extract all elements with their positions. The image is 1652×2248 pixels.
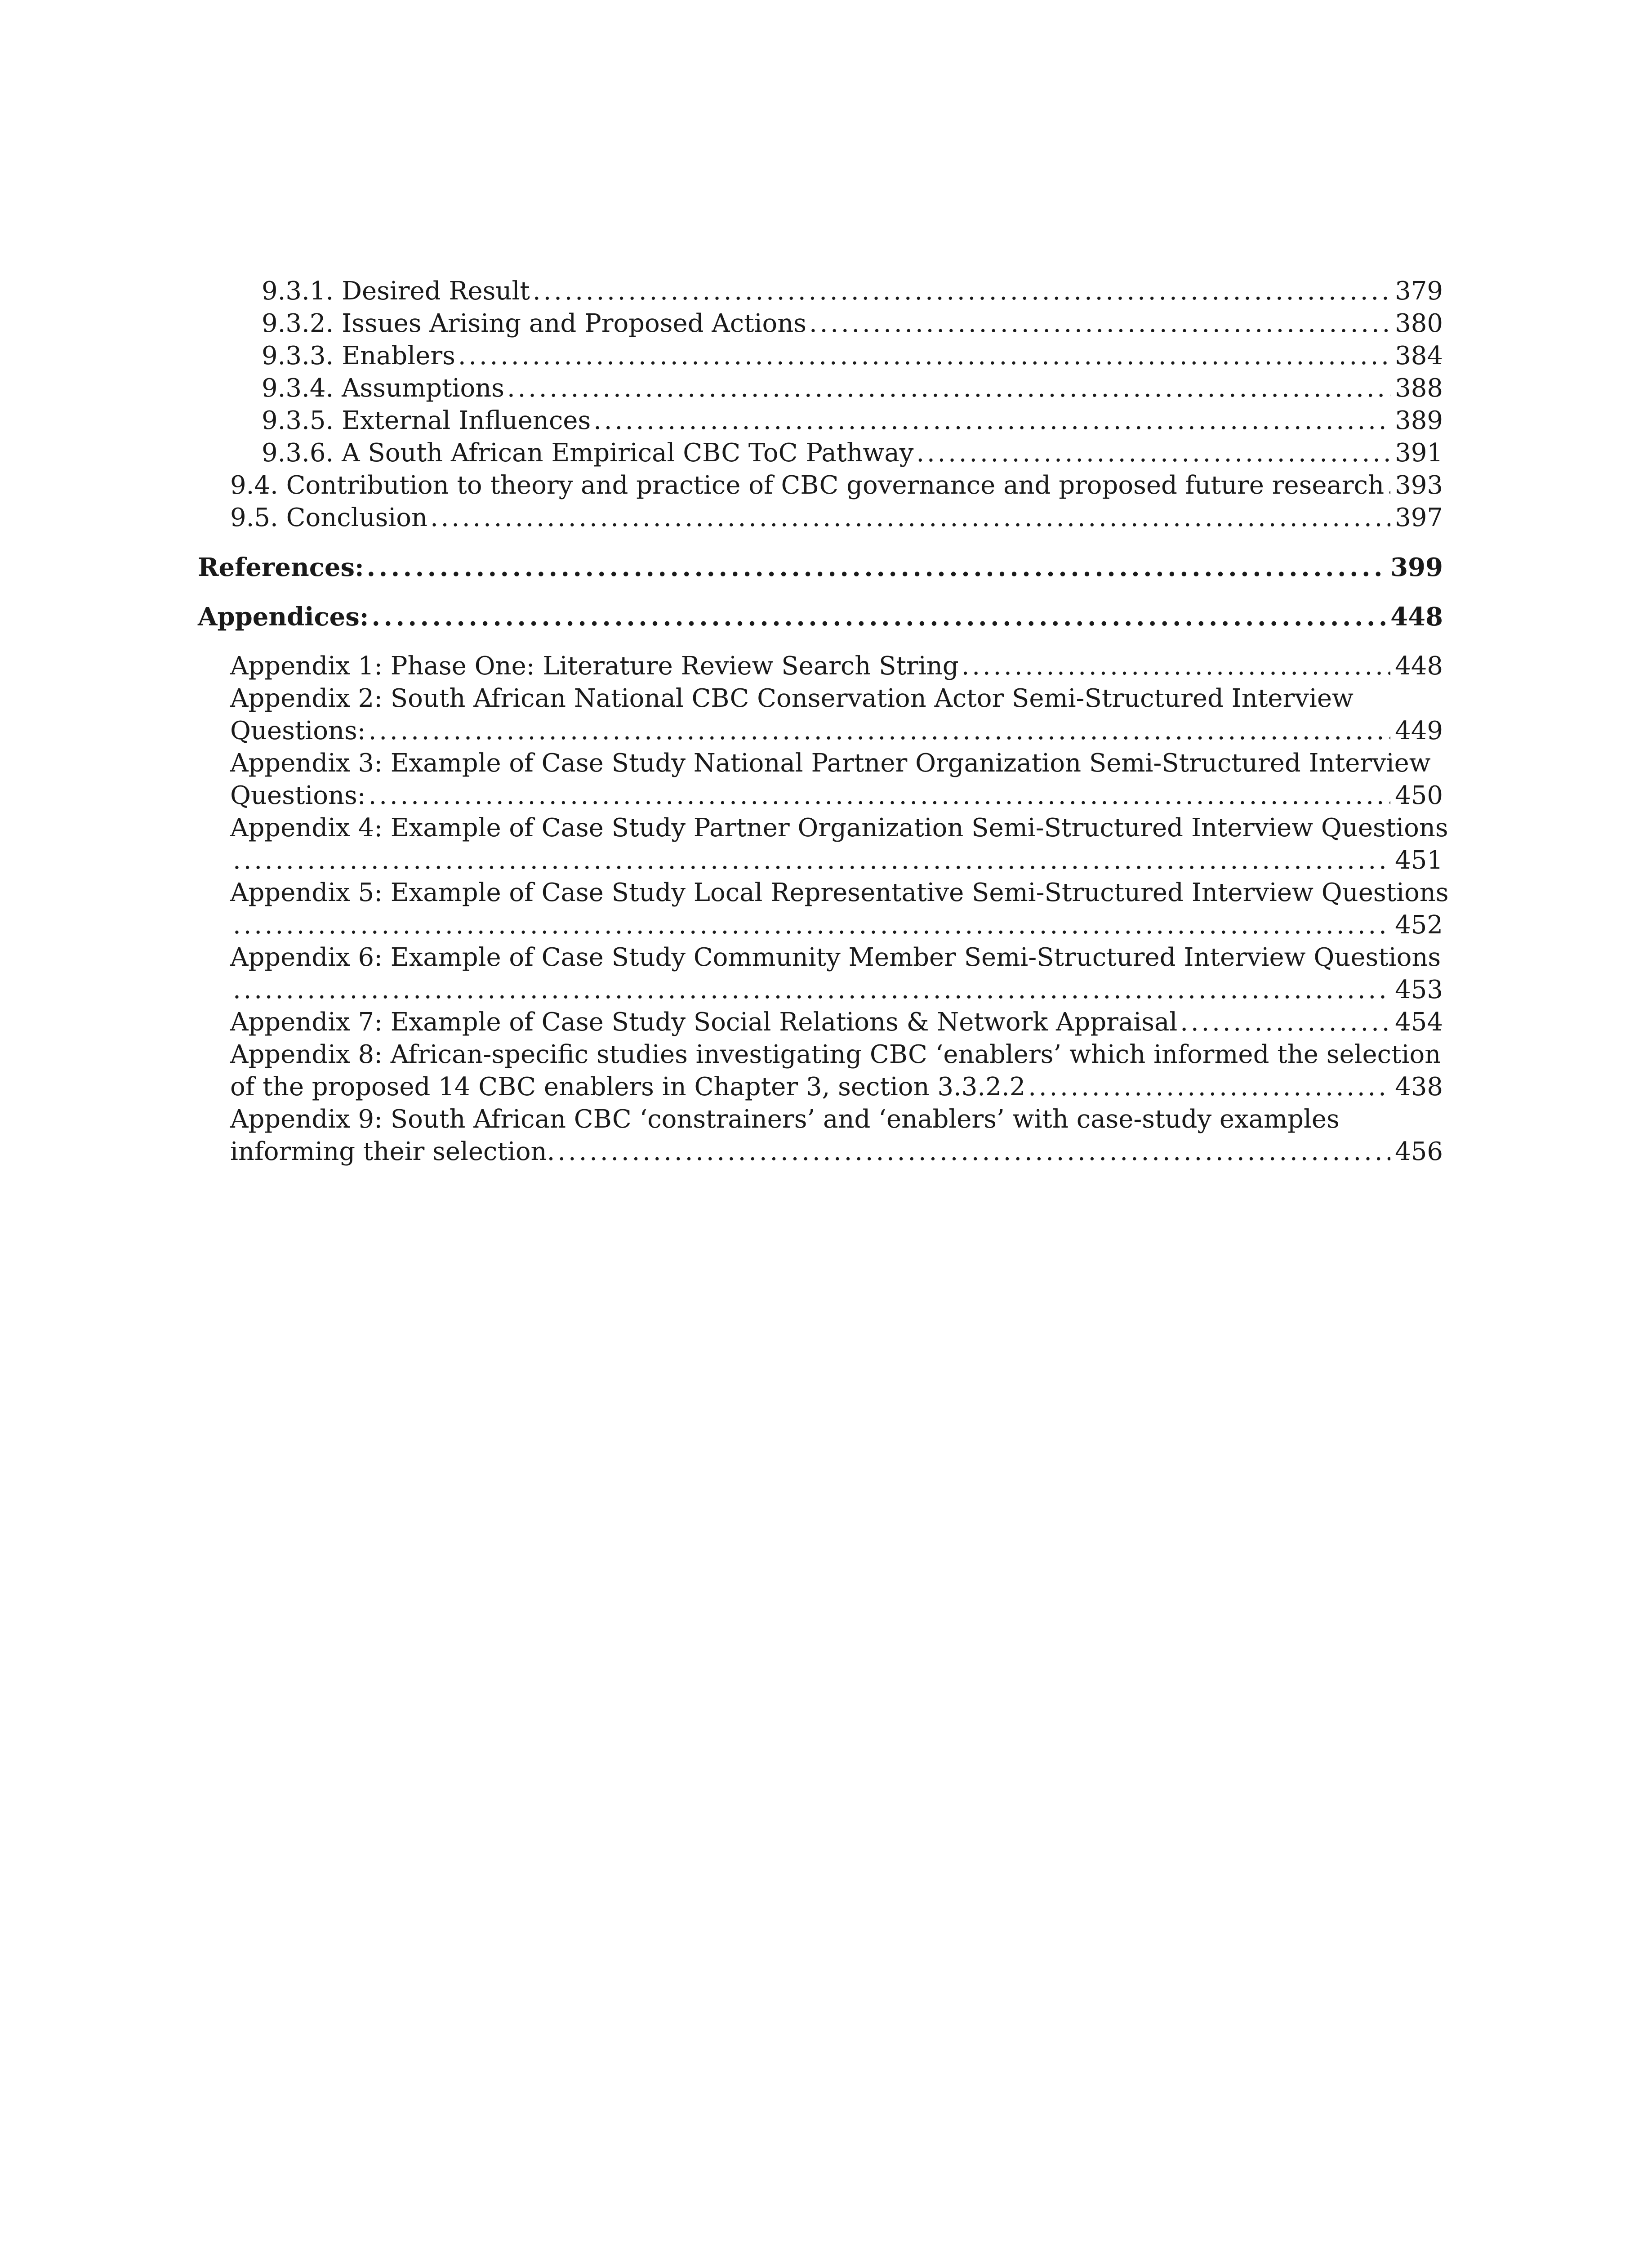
toc-page-number: 454 [1395, 1008, 1443, 1037]
toc-page-number: 397 [1395, 503, 1443, 532]
dot-leader [1028, 1071, 1390, 1103]
toc-entry-title: 9.3.3. Enablers [262, 341, 455, 370]
toc-entry-title: 9.5. Conclusion [230, 503, 428, 532]
toc-page-number: 448 [1395, 651, 1443, 681]
toc-entry-9-5[interactable] [230, 502, 1443, 534]
toc-page-number: 449 [1395, 716, 1443, 745]
toc-entry-title-continued: Questions: [230, 716, 366, 745]
toc-entry-appendix-1[interactable] [230, 650, 1443, 682]
dot-leader [809, 308, 1390, 340]
dot-leader [233, 974, 1390, 1006]
toc-entry-appendix-9[interactable] [230, 1103, 1443, 1168]
toc-page-number: 388 [1395, 374, 1443, 403]
toc-entry-appendix-8[interactable] [230, 1039, 1443, 1103]
toc-entry-references[interactable] [198, 551, 1443, 584]
toc-entry-appendix-3[interactable] [230, 747, 1443, 812]
toc-entry-title: Appendices: [198, 602, 369, 632]
toc-entry-title-continued: of the proposed 14 CBC enablers in Chapter 3, section 3.3.2.2 [230, 1072, 1026, 1102]
toc-entry-title: Appendix 2: South African National CBC Conservation Actor Semi-Structured Interview [230, 684, 1354, 713]
dot-leader [367, 551, 1386, 584]
toc-page-number: 452 [1395, 910, 1443, 940]
toc-page-number: 393 [1395, 471, 1443, 500]
spacer [198, 534, 1443, 551]
toc-page-number: 456 [1395, 1137, 1443, 1166]
table-of-contents [198, 275, 1449, 1168]
toc-entry-title: 9.3.4. Assumptions [262, 374, 504, 403]
dot-leader [557, 1136, 1390, 1168]
toc-entry-title: 9.3.5. External Influences [262, 406, 591, 435]
toc-entry-9-3-4[interactable] [262, 372, 1443, 405]
toc-page-number: 380 [1395, 309, 1443, 338]
dot-leader [1180, 1006, 1390, 1039]
toc-entry-title: 9.3.1. Desired Result [262, 277, 530, 306]
toc-entry-title-continued: informing their selection. [230, 1137, 555, 1166]
toc-entry-9-4[interactable] [230, 469, 1443, 502]
dot-leader [369, 715, 1390, 747]
toc-entry-title: Appendix 5: Example of Case Study Local Representative Semi-Structured Interview Questions [230, 878, 1449, 907]
toc-page-number: 379 [1395, 277, 1443, 306]
dot-leader [533, 275, 1390, 308]
dot-leader [916, 437, 1390, 469]
toc-page-number: 451 [1395, 846, 1443, 875]
toc-page-number: 391 [1395, 438, 1443, 468]
toc-entry-9-3-2[interactable] [262, 308, 1443, 340]
toc-entry-title: Appendix 4: Example of Case Study Partner Organization Semi-Structured Interview Questions [230, 813, 1448, 843]
toc-entry-9-3-3[interactable] [262, 340, 1443, 372]
toc-page-number: 453 [1395, 975, 1443, 1004]
dot-leader [962, 650, 1390, 682]
toc-entry-appendix-7[interactable] [230, 1006, 1443, 1039]
spacer [198, 584, 1443, 601]
dot-leader [1387, 469, 1390, 502]
toc-page-number: 450 [1395, 781, 1443, 810]
dot-leader [593, 405, 1390, 437]
toc-entry-appendix-4[interactable] [230, 812, 1448, 877]
toc-entry-title-continued: Questions: [230, 781, 366, 810]
toc-entry-appendix-5[interactable] [230, 877, 1449, 941]
toc-entry-title: Appendix 9: South African CBC ‘constrainers’ and ‘enablers’ with case-study examples [230, 1105, 1340, 1134]
dot-leader [233, 909, 1390, 941]
toc-page-number: 399 [1390, 553, 1443, 582]
dot-leader [430, 502, 1390, 534]
toc-entry-appendix-2[interactable] [230, 682, 1443, 747]
dot-leader [507, 372, 1390, 405]
toc-entry-title: Appendix 6: Example of Case Study Community Member Semi-Structured Interview Questions [230, 943, 1441, 972]
toc-page-number: 389 [1395, 406, 1443, 435]
toc-entry-appendix-6[interactable] [230, 941, 1443, 1006]
toc-entry-9-3-5[interactable] [262, 405, 1443, 437]
dot-leader [371, 601, 1386, 633]
toc-page-number: 438 [1395, 1072, 1443, 1102]
dot-leader [458, 340, 1390, 372]
toc-entry-title: 9.3.6. A South African Empirical CBC ToC Pathway [262, 438, 914, 468]
toc-entry-title: Appendix 7: Example of Case Study Social Relations & Network Appraisal [230, 1008, 1178, 1037]
toc-entry-title: Appendix 1: Phase One: Literature Review Search String [230, 651, 959, 681]
toc-entry-title: 9.4. Contribution to theory and practice of CBC governance and proposed future research [230, 471, 1385, 500]
toc-entry-title: 9.3.2. Issues Arising and Proposed Actions [262, 309, 807, 338]
dot-leader [233, 844, 1390, 877]
toc-page-number: 448 [1390, 602, 1443, 632]
spacer [198, 633, 1443, 650]
toc-entry-title: References: [198, 553, 364, 582]
toc-entry-title: Appendix 3: Example of Case Study National Partner Organization Semi-Structured Interview [230, 749, 1431, 778]
dot-leader [369, 780, 1390, 812]
toc-page-number: 384 [1395, 341, 1443, 370]
toc-entry-title: Appendix 8: African-specific studies investigating CBC ‘enablers’ which informed the selection [230, 1040, 1441, 1069]
toc-entry-appendices[interactable] [198, 601, 1443, 633]
toc-entry-9-3-6[interactable] [262, 437, 1443, 469]
toc-entry-9-3-1[interactable] [262, 275, 1443, 308]
